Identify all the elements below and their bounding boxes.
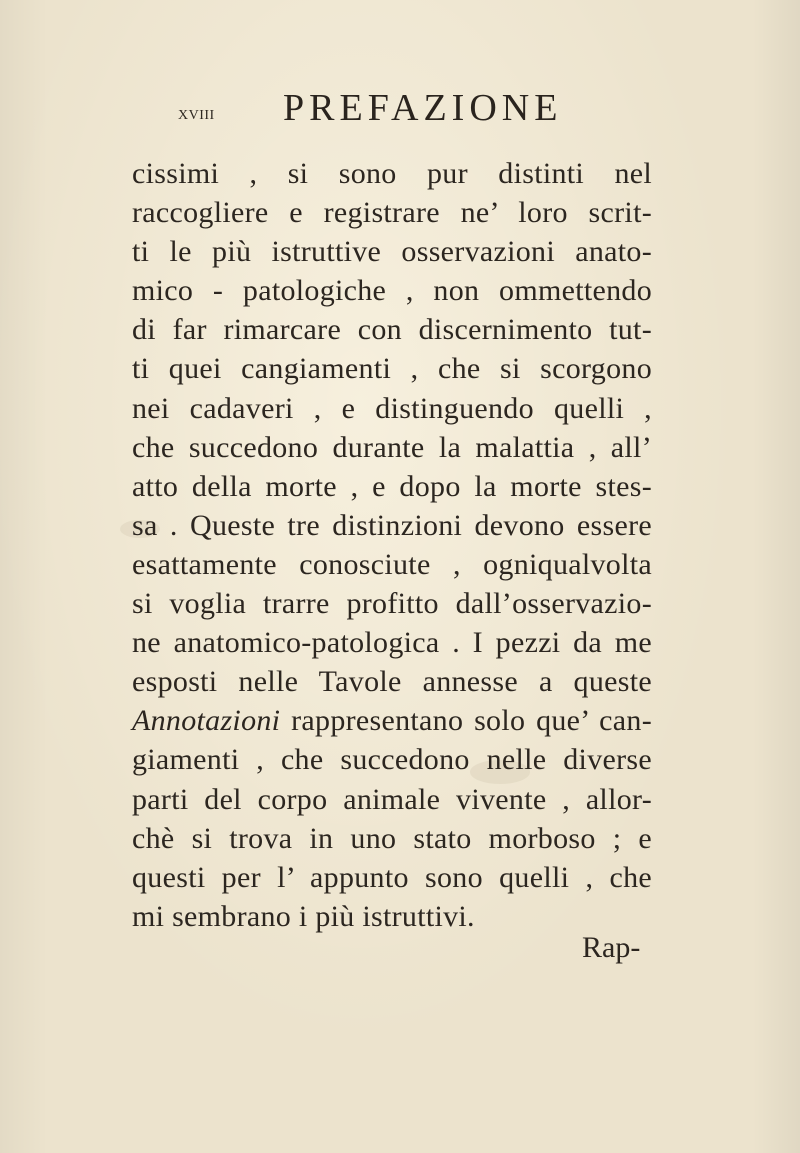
text-line: cissimi , si sono pur distinti nel — [132, 157, 652, 190]
text-line: ti quei cangiamenti , che si scorgono — [132, 352, 652, 386]
text-line: di far rimarcare con discernimento tut- — [132, 313, 652, 347]
text-line: raccogliere e registrare ne’ loro scrit- — [132, 196, 652, 230]
text-line: si voglia trarre profitto dall’osservazio- — [132, 587, 652, 621]
text-line: parti del corpo animale vivente , allor- — [132, 782, 652, 816]
text-line: ti le più istruttive osservazioni anato- — [132, 235, 652, 269]
text-line: chè si trova in uno stato morboso ; e — [132, 821, 652, 855]
body-text — [132, 154, 652, 936]
text-line: mi sembrano i più istruttivi. — [132, 899, 475, 933]
text-line: sa . Queste tre distinzioni devono essere — [132, 508, 652, 542]
page-header — [178, 86, 638, 136]
text-line: nei cadaveri , e distinguendo quelli , — [132, 391, 652, 425]
text-line: atto della morte , e dopo la morte stes- — [132, 469, 652, 503]
text-line: che succedono durante la malattia , all’ — [132, 430, 652, 464]
text-line: giamenti , che succedono nelle diverse — [132, 743, 652, 777]
catchword: Rap- — [582, 931, 641, 964]
running-title: PREFAZIONE — [283, 87, 563, 129]
text-line: ne anatomico-patologica . I pezzi da me — [132, 626, 652, 660]
text-line: mico - patologiche , non ommettendo — [132, 274, 652, 308]
text-line: esattamente conosciute , ogniqualvolta — [132, 547, 652, 581]
text-line: questi per l’ appunto sono quelli , che — [132, 860, 652, 894]
page-number: xviii — [178, 102, 215, 124]
text-line: esposti nelle Tavole annesse a queste — [132, 665, 652, 699]
italic-term: Annotazioni — [132, 704, 281, 738]
text-line-rest: rappresentano solo que’ can- — [291, 704, 652, 738]
text-line-with-italic — [132, 701, 652, 740]
